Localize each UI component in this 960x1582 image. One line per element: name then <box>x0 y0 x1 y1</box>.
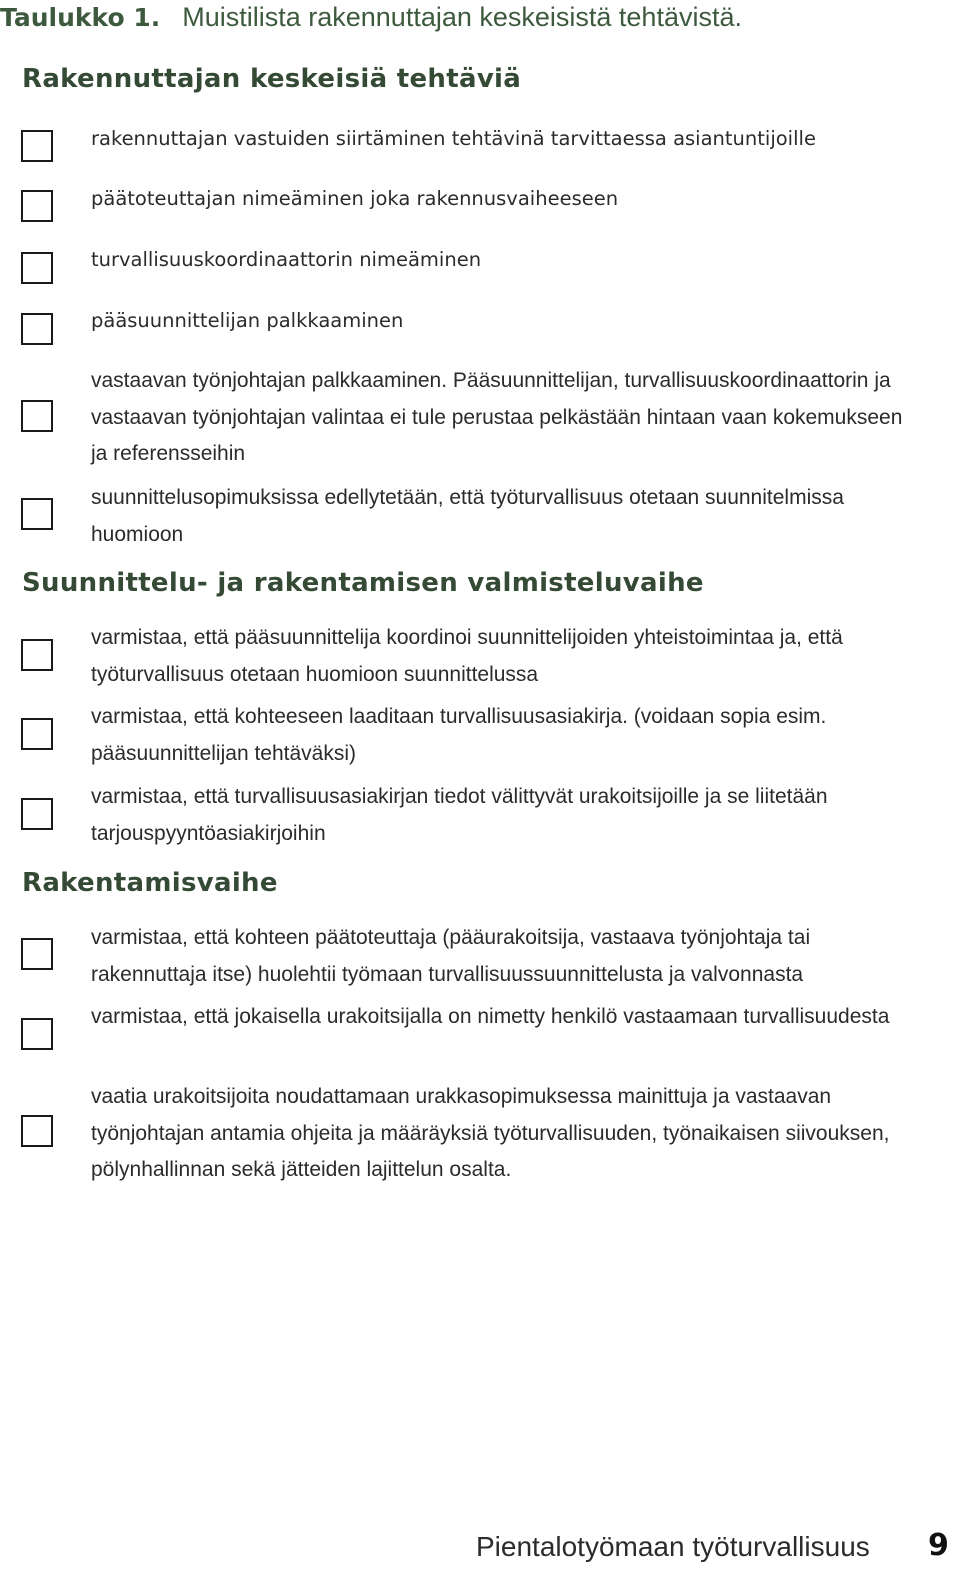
checklist-item-text: päätoteuttajan nimeäminen joka rakennusvaiheeseen <box>91 187 619 210</box>
section-heading-suunnittelu: Suunnittelu- ja rakentamisen valmisteluvaihe <box>22 568 704 598</box>
checkbox-rakennuttaja-3[interactable] <box>21 252 53 284</box>
checkbox-rakennuttaja-6[interactable] <box>21 498 53 530</box>
checklist-item-text: turvallisuuskoordinaattorin nimeäminen <box>91 248 482 271</box>
checklist-item-text: rakennuttajan vastuiden siirtäminen tehtävinä tarvittaessa asiantuntijoille <box>91 127 816 150</box>
table-number: Taulukko 1. <box>0 3 161 32</box>
section-heading-rakentamisvaihe: Rakentamisvaihe <box>22 868 278 898</box>
checklist-item-text: vastaavan työnjohtajan palkkaaminen. Pääsuunnittelijan, turvallisuuskoordinaattorin ja vastaavan työnjohtajan valintaa ei tule perustaa pelkästään hintaan vaan kokemukseen ja referensseihin <box>91 369 903 465</box>
checkbox-rakentamisvaihe-3[interactable] <box>21 1115 53 1147</box>
checkbox-suunnittelu-1[interactable] <box>21 639 53 671</box>
checkbox-rakennuttaja-5[interactable] <box>21 400 53 432</box>
checkbox-rakennuttaja-2[interactable] <box>21 190 53 222</box>
checklist-item-text: varmistaa, että kohteen päätoteuttaja (pääurakoitsija, vastaava työnjohtaja tai rakennuttaja itse) huolehtii työmaan turvallisuussuunnittelusta ja valvonnasta <box>91 926 811 986</box>
checklist-item-text: varmistaa, että pääsuunnittelija koordinoi suunnittelijoiden yhteistoimintaa ja, että työturvallisuus otetaan huomioon suunnittelussa <box>91 626 843 686</box>
checkbox-rakennuttaja-4[interactable] <box>21 313 53 345</box>
checkbox-rakennuttaja-1[interactable] <box>21 130 53 162</box>
checklist-item-text: varmistaa, että jokaisella urakoitsijalla on nimetty henkilö vastaamaan turvallisuudesta <box>91 1005 890 1028</box>
table-caption <box>0 0 742 35</box>
footer-publication-title: Pientalotyömaan työturvallisuus <box>476 1531 870 1562</box>
section-heading-rakennuttaja: Rakennuttajan keskeisiä tehtäviä <box>22 64 522 94</box>
checkbox-rakentamisvaihe-1[interactable] <box>21 938 53 970</box>
table-title: Muistilista rakennuttajan keskeisistä tehtävistä. <box>182 2 742 32</box>
checklist-item-text: pääsuunnittelijan palkkaaminen <box>91 309 404 332</box>
checklist-item-text: suunnittelusopimuksissa edellytetään, että työturvallisuus otetaan suunnitelmissa huomioon <box>91 486 844 546</box>
page-number: 9 <box>928 1528 949 1563</box>
checklist-item-text: varmistaa, että kohteeseen laaditaan turvallisuusasiakirja. (voidaan sopia esim. pääsuunnittelijan tehtäväksi) <box>91 705 827 765</box>
checkbox-rakentamisvaihe-2[interactable] <box>21 1018 53 1050</box>
checkbox-suunnittelu-2[interactable] <box>21 718 53 750</box>
checklist-item-text: vaatia urakoitsijoita noudattamaan urakkasopimuksessa mainittuja ja vastaavan työnjohtajan antamia ohjeita ja määräyksiä työturvallisuuden, työnaikaisen siivouksen, pölynhallinnan sekä jätteiden lajittelun osalta. <box>91 1085 890 1181</box>
checklist-item-text: varmistaa, että turvallisuusasiakirjan tiedot välittyvät urakoitsijoille ja se liitetään tarjouspyyntöasiakirjoihin <box>91 785 828 845</box>
checkbox-suunnittelu-3[interactable] <box>21 798 53 830</box>
